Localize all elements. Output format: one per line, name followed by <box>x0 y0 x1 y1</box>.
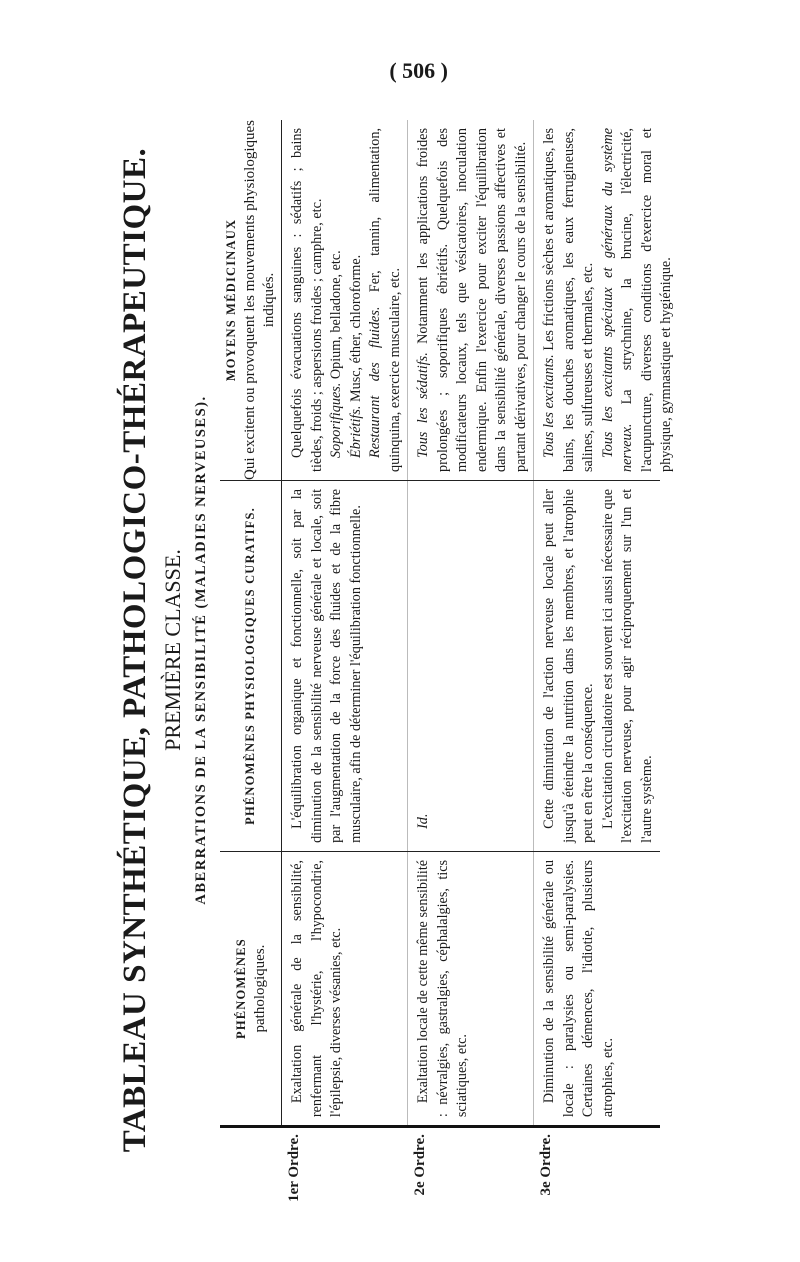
column-header-curatifs <box>220 481 282 851</box>
header-line: MOYENS MÉDICINAUX <box>224 218 238 382</box>
cell-text <box>540 128 599 472</box>
entry-text: Notamment les applications froides prolongées ; soporifiques ébriétifs. Quelquefois des modificateurs locaux, tels que vésicatoires, inoculation endermique. Enfin l'exercice pour exciter l'équilibration dans la sensibilité générale, diverses passions affectives et partant dérivatives, pour changer le cours de la sensibilité. <box>415 128 529 472</box>
italic-lead: Tous les excitants. <box>541 354 557 458</box>
table-cell <box>282 481 408 851</box>
table-cell <box>534 481 660 851</box>
cell-text <box>288 128 327 472</box>
cell-text <box>599 128 677 472</box>
column-curatifs <box>220 480 660 851</box>
section-title: ABERRATIONS DE LA SENSIBILITÉ (MALADIES NERVEUSES). <box>193 395 209 905</box>
class-title: PREMIÈRE CLASSE. <box>160 549 185 751</box>
cell-text: Exaltation générale de la sensibilité, renfermant l'hystérie, l'hypocondrie, l'épilepsie, diverses vésanies, etc. <box>289 859 344 1118</box>
column-phenomenes <box>220 851 660 1125</box>
page-number: ( 506 ) <box>389 58 448 83</box>
entry-text: Opium, belladone, etc. <box>328 250 344 380</box>
main-title: TABLEAU SYNTHÉTIQUE, PATHOLOGICO-THÉRAPEUTIQUE. <box>117 147 153 1153</box>
table-cell <box>408 120 534 480</box>
entry-text: La strychnine, la brucine, l'électricité, l'acupuncture, diverses conditions d'exercice moral et physique, gymnastique et hygiénique. <box>619 128 674 472</box>
cell-text <box>347 128 367 472</box>
order-label: 1er Ordre. <box>286 1134 302 1202</box>
table-cell <box>534 852 660 1125</box>
header-line: PHÉNOMÈNES PHYSIOLOGIQUES CURATIFS. <box>243 507 257 825</box>
italic-lead: Tous les sédatifs. <box>415 352 431 458</box>
cell-text: Id. <box>415 813 431 829</box>
order-label: 2e Ordre. <box>412 1134 428 1196</box>
table-cell <box>408 481 534 851</box>
order-label-column <box>220 1125 660 1202</box>
rotated-table-page <box>112 120 674 1202</box>
table-cell <box>534 120 674 480</box>
italic-lead: Tous les excitants spéciaux et généraux du système nerveux. <box>599 128 635 472</box>
entry-text: Fer, tannin, alimentation, quinquina, exercice musculaire, etc. <box>367 128 403 472</box>
entry-text: Les frictions sèches et aromatiques, les bains, les douches aromatiques, les eaux ferrugineuses, salines, sulfureuses et thermales, etc. <box>541 128 596 472</box>
column-header-moyens <box>220 120 282 480</box>
header-line: Qui excitent ou provoquent les mouvements physiologiques indiqués. <box>242 120 277 480</box>
italic-lead: Restaurant des fluides. <box>367 306 383 458</box>
entry-text: Musc, éther, chloroforme. <box>347 254 364 402</box>
synthetic-table <box>220 120 674 1202</box>
cell-text: L'excitation circulatoire est souvent ici aussi nécessaire que l'excitation nerveuse, pour agir réciproquement sur l'un et l'autre système. <box>599 488 655 843</box>
entry-text: Quelquefois évacuations sanguines : sédatifs ; bains tièdes, froids ; aspersions froides ; camphre, etc. <box>289 128 325 472</box>
cell-text: Diminution de la sensibilité générale ou locale : paralysies ou semi-paralysies. Certaines démences, l'idiotie, plusieurs atrophies, etc. <box>541 859 616 1118</box>
table-cell <box>282 120 408 480</box>
header-line: PHÉNOMÈNES <box>233 938 248 1039</box>
cell-text: Cette diminution de l'action nerveuse locale peut aller jusqu'à éteindre la nutrition dans les membres, et l'atrophie peut en être la conséquence. <box>541 488 596 843</box>
order-label: 3e Ordre. <box>538 1134 554 1196</box>
cell-text: Exaltation locale de cette même sensibilité : névralgies, gastralgies, céphalalgies, tics sciatiques, etc. <box>415 859 470 1118</box>
table-cell <box>282 852 408 1125</box>
column-header-phenomenes <box>220 852 282 1125</box>
cell-text: L'équilibration organique et fonctionnelle, soit par la diminution de la sensibilité nerveuse générale et locale, soit par l'augmentation de la force des fluides et de la fibre musculaire, afin de déterminer l'équilibration fonctionnelle. <box>289 488 364 843</box>
table-cell <box>408 852 534 1125</box>
cell-text <box>327 128 347 472</box>
italic-lead: Ébriétifs. <box>347 405 364 458</box>
cell-text <box>414 128 531 472</box>
header-line: pathologiques. <box>251 944 268 1033</box>
italic-lead: Soporifiques. <box>328 382 344 458</box>
cell-text <box>366 128 405 472</box>
column-moyens <box>220 120 674 480</box>
